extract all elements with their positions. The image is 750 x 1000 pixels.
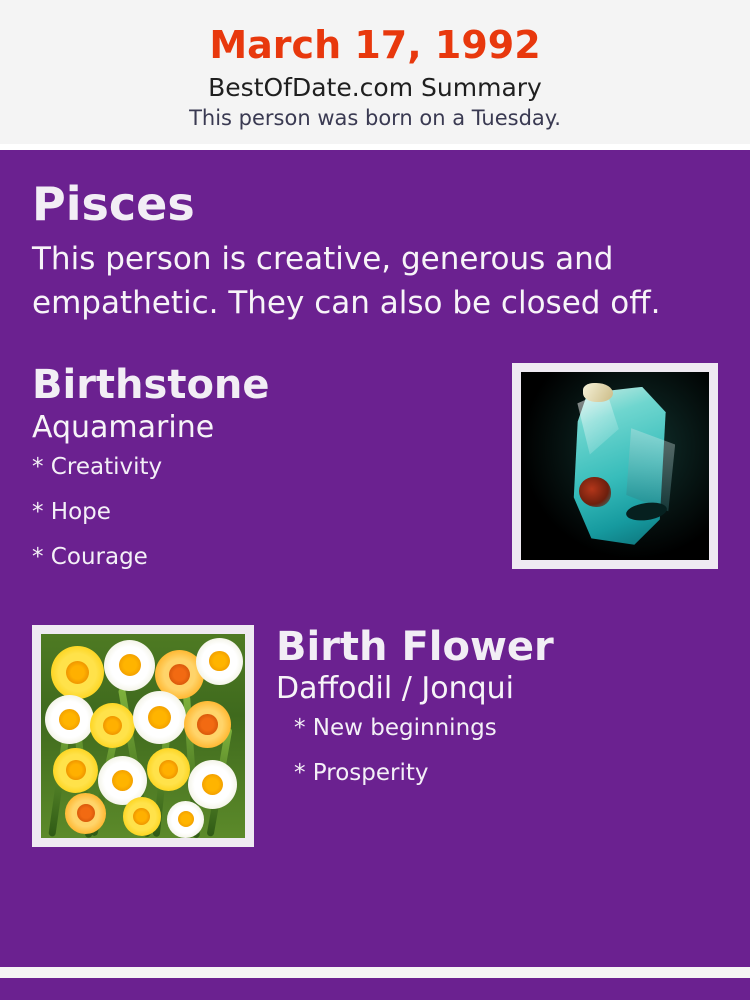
- birthstone-traits: [32, 453, 498, 570]
- list-item: * Courage: [32, 543, 148, 570]
- birthstone-title: Birthstone: [32, 361, 270, 408]
- birth-flower-image-frame: [32, 625, 254, 847]
- birth-flower-title: Birth Flower: [276, 623, 554, 670]
- birthstone-image-frame: [512, 363, 718, 569]
- zodiac-sign-title: Pisces: [32, 177, 195, 232]
- birth-flower-traits: [276, 717, 718, 785]
- list-item: * Prosperity: [294, 760, 429, 787]
- birth-flower-text: [254, 625, 718, 808]
- birth-flower-section: [32, 625, 718, 847]
- daffodil-flowers-photo: [41, 634, 245, 838]
- details-panel: [0, 150, 750, 967]
- list-item: * Hope: [32, 498, 111, 525]
- birthstone-section: [32, 363, 718, 591]
- zodiac-description: This person is creative, generous and empathetic. They can also be closed off.: [32, 240, 661, 321]
- list-item: * Creativity: [32, 453, 163, 480]
- list-item: * New beginnings: [294, 715, 497, 742]
- birth-flower-name: Daffodil / Jonqui: [276, 671, 515, 707]
- footer-strip: [0, 978, 750, 1000]
- site-summary-label: BestOfDate.com Summary: [208, 72, 542, 102]
- page-title: March 17, 1992: [209, 23, 541, 67]
- birth-day-note: This person was born on a Tuesday.: [189, 106, 561, 131]
- birthstone-text: [32, 363, 512, 591]
- aquamarine-gemstone-photo: [521, 372, 709, 560]
- birthstone-name: Aquamarine: [32, 409, 215, 445]
- card-header: [0, 0, 750, 144]
